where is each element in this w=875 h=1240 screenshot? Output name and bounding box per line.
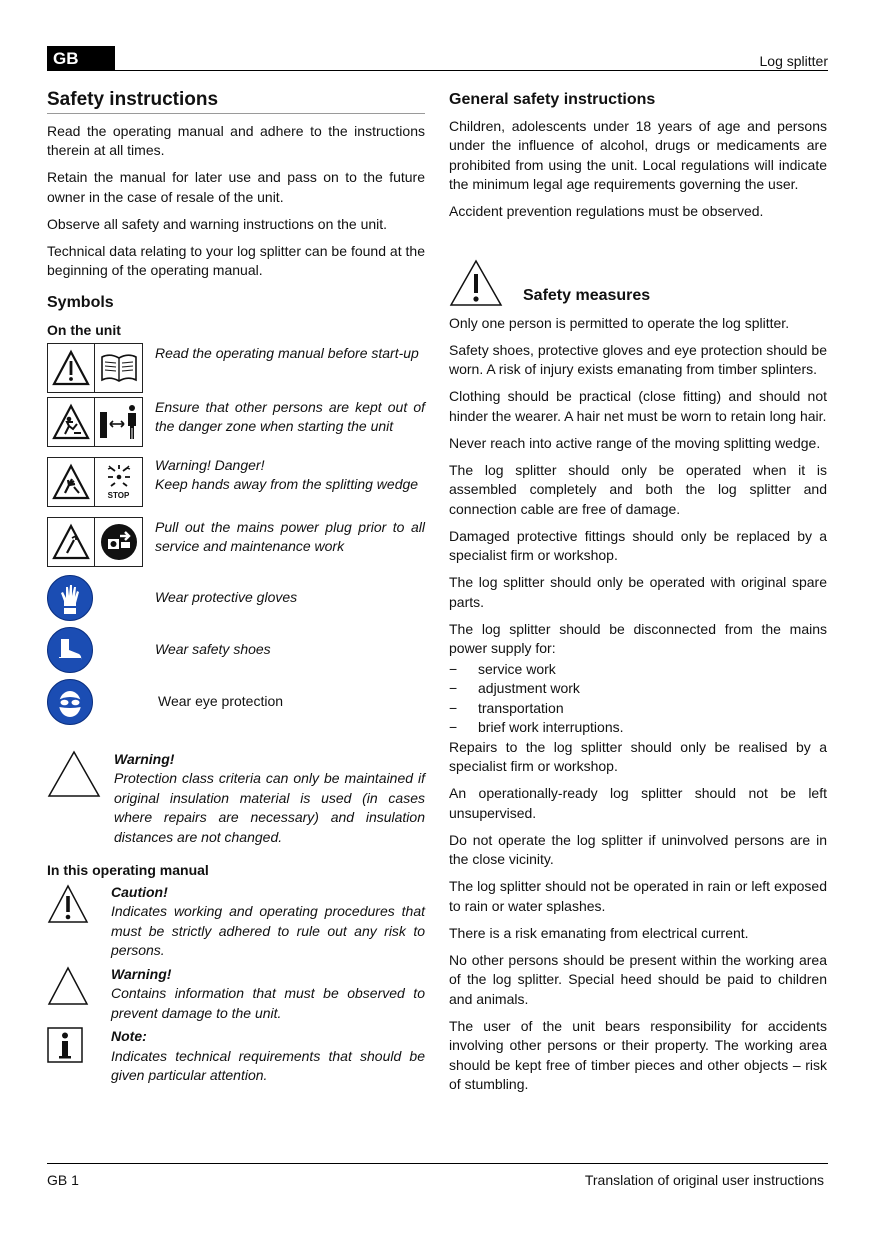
notice-title: Note:: [111, 1028, 147, 1044]
header-divider: [47, 70, 828, 71]
notice-text: Indicates technical requirements that should be given particular attention.: [111, 1047, 425, 1083]
note-notice: [47, 1027, 425, 1086]
warning-triangle-outline-icon: [47, 750, 101, 798]
symbol-description: Wear safety shoes: [155, 641, 271, 658]
symbols-heading: Symbols: [47, 293, 114, 311]
info-icon: [47, 1027, 83, 1063]
hand-injury-warning-icon: [47, 457, 95, 507]
footer-divider: [47, 1163, 828, 1164]
intro-paragraph: Retain the manual for later use and pass on to the future owner in the case of resale of the unit.: [47, 169, 425, 205]
intro-paragraph: Technical data relating to your log splitter can be found at the beginning of the operating manual.: [47, 242, 425, 278]
measure-paragraph: Damaged protective fittings should only be replaced by a specialist firm or workshop.: [449, 527, 827, 563]
general-paragraph: Accident prevention regulations must be observed.: [449, 203, 764, 219]
symbol-row: [47, 397, 425, 455]
warning-triangle-icon: [47, 343, 95, 393]
intro-paragraph: Observe all safety and warning instructions on the unit.: [47, 215, 388, 232]
measure-paragraph: The log splitter should only be operated when it is assembled completely and both the log splitter and connection cable are free of damage.: [449, 461, 827, 517]
notice-title: Caution!: [111, 883, 168, 900]
notice-text: Indicates working and operating procedures that must be strictly adhered to rule out any risk to persons.: [111, 903, 425, 958]
intro-paragraph: Read the operating manual and adhere to the instructions therein at all times.: [47, 122, 425, 158]
section-heading-safety-instructions: Safety instructions: [47, 90, 425, 114]
caution-exclamation-icon: [47, 883, 89, 925]
symbol-description: Read the operating manual before start-up: [155, 344, 419, 361]
list-item: − brief work interruptions.: [449, 718, 827, 738]
wrench-warning-icon: [47, 517, 95, 567]
right-column: [449, 90, 827, 1102]
language-badge: GB: [47, 46, 115, 71]
symbol-row: [47, 455, 425, 517]
symbol-description: Warning! Danger! Keep hands away from the splitting wedge: [155, 456, 419, 492]
unplug-icon: [95, 517, 143, 567]
symbol-description: Pull out the mains power plug prior to all service and maintenance work: [155, 518, 425, 554]
keep-distance-icon: [95, 397, 143, 447]
measure-paragraph: The log splitter should be disconnected from the mains power supply for:: [449, 620, 827, 656]
protection-class-warning: [47, 750, 425, 848]
eye-protection-icon: [47, 679, 93, 725]
symbol-description: Wear eye protection: [158, 693, 284, 710]
symbol-description: Ensure that other persons are kept out of the danger zone when starting the unit: [155, 398, 425, 434]
symbol-description: Wear protective gloves: [155, 589, 298, 606]
measure-paragraph: Safety shoes, protective gloves and eye protection should be worn. A risk of injury exists emanating from timber splinters.: [449, 341, 827, 377]
left-column: [47, 90, 425, 1086]
measure-paragraph: Only one person is permitted to operate the log splitter.: [449, 314, 790, 331]
stop-label: STOP: [107, 491, 130, 500]
measure-paragraph: Repairs to the log splitter should only be realised by a specialist firm or workshop.: [449, 738, 827, 774]
symbol-row: [47, 343, 425, 397]
notice-title: Warning!: [111, 965, 172, 982]
measure-paragraph: Clothing should be practical (close fitting) and should not hinder the wearer. A hair net must be worn to retain long hair.: [449, 388, 827, 424]
measure-paragraph: No other persons should be present within the working area of the log splitter. Special heed should be paid to children and animals.: [449, 951, 827, 1007]
safety-measures-heading: Safety measures: [523, 287, 651, 304]
caution-notice: [47, 883, 425, 961]
measure-paragraph: An operationally-ready log splitter should not be left unsupervised.: [449, 785, 827, 821]
notice-title: Warning!: [114, 750, 175, 767]
disconnect-list: [449, 660, 827, 738]
measure-paragraph: The log splitter should only be operated with original spare parts.: [449, 574, 827, 610]
footer-note: Translation of original user instructions: [584, 1172, 824, 1188]
notice-text: Contains information that must be observed to prevent damage to the unit.: [111, 985, 425, 1021]
manual-symbols-heading: In this operating manual: [47, 862, 209, 878]
document-title: Log splitter: [759, 53, 828, 69]
list-item: − transportation: [449, 699, 827, 719]
measure-paragraph: Never reach into active range of the moving splitting wedge.: [449, 434, 821, 451]
measure-paragraph: The user of the unit bears responsibility for accidents involving other persons or their property. The working area should be kept free of timber pieces and other objects – risk of stumbling.: [449, 1017, 827, 1092]
page-number: GB 1: [47, 1172, 79, 1188]
symbol-row: [47, 572, 425, 624]
measure-paragraph: The log splitter should not be operated in rain or left exposed to rain or water splashes.: [449, 878, 827, 914]
on-unit-heading: On the unit: [47, 322, 121, 338]
general-safety-heading: General safety instructions: [449, 91, 656, 108]
symbol-row: [47, 676, 425, 728]
symbol-row: [47, 517, 425, 572]
safety-measures-header: [449, 258, 827, 308]
person-falling-warning-icon: [47, 397, 95, 447]
general-paragraph: Children, adolescents under 18 years of age and persons under the influence of alcohol, drugs or medicaments are prohibited from using the unit. Local regulations will indicate the minimum legal age requirements governing the user.: [449, 117, 827, 192]
measure-paragraph: There is a risk emanating from electrical current.: [449, 924, 749, 941]
open-book-icon: [95, 343, 143, 393]
caution-exclamation-icon: [449, 258, 503, 308]
list-item: − service work: [449, 660, 827, 680]
list-item: − adjustment work: [449, 679, 827, 699]
stop-rotation-icon: [95, 457, 143, 507]
protective-gloves-icon: [47, 575, 93, 621]
warning-notice: [47, 965, 425, 1024]
symbol-row: [47, 624, 425, 676]
measure-paragraph: Do not operate the log splitter if uninvolved persons are in the close vicinity.: [449, 831, 827, 867]
notice-text: Protection class criteria can only be maintained if original insulation material is used (in cases where repairs are necessary) and insulation distances are not changed.: [114, 770, 425, 845]
safety-shoes-icon: [47, 627, 93, 673]
warning-triangle-outline-icon: [47, 965, 89, 1007]
